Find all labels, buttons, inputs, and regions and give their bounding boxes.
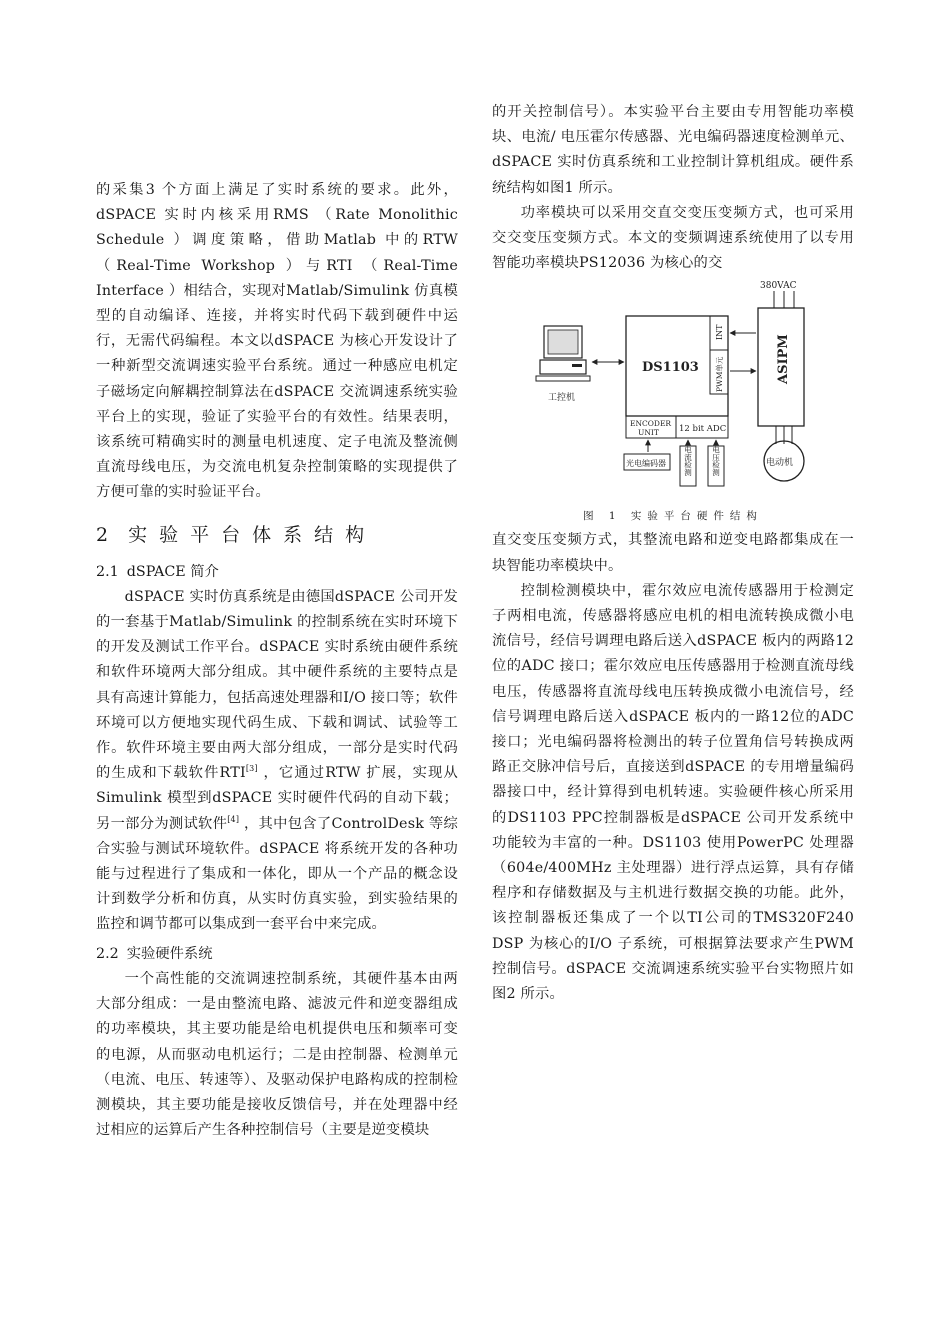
adc-label: 12 bit ADC — [679, 424, 727, 435]
computer-icon — [536, 326, 590, 381]
paragraph-text: ，其中包含了ControlDesk 等综合实验与测试环境软件。dSPACE 将系统开发的各种功能与过程进行了集成和一体化，即从一个产品的概念设计到数学分析和仿真，从实时仿真实验，到实验结果的监控和调节都可以集成到一套平台中来完成。 — [96, 815, 458, 933]
subsection-title: dSPACE 简介 — [126, 563, 219, 580]
asipm-label: ASIPM — [776, 334, 791, 385]
paragraph-text: ，它通过RTW 扩展，实现从Simulink 模型到dSPACE 实时硬件代码的自动下载；另一部分为测试软件 — [96, 765, 458, 832]
section-number: 2 — [96, 523, 109, 546]
subsection-title: 实验硬件系统 — [126, 945, 213, 962]
encoder-unit-label: ENCODER — [630, 419, 672, 429]
paragraph-hardware: 一个高性能的交流调速控制系统，其硬件基本由两大部分组成：一是由整流电路、滤波元件和逆变器组成的功率模块，其主要功能是给电机提供电压和频率可变的电源，从而驱动电机运行；二是由控制器、检测单元（电流、电压、转速等）、及驱动保护电路构成的控制检测模块，其主要功能是接收反馈信号，并在处理器中经过相应的运算后产生各种控制信号（主要是逆变模块 — [96, 970, 458, 1139]
subsection-number: 2.1 — [96, 563, 119, 580]
section-title: 实验平台体系结构 — [128, 523, 377, 546]
supply-label: 380VAC — [760, 281, 797, 292]
current-sensor-label: 电流检测 — [683, 446, 693, 477]
encoder-sensor-label: 光电编码器 — [626, 459, 666, 469]
figure-1-hardware-diagram — [492, 276, 854, 506]
figure-caption: 图 1 实验平台硬件结构 — [583, 510, 763, 523]
paragraph-intro-end: 的采集3 个方面上满足了实时系统的要求。此外，dSPACE 实时内核采用RMS （Rate Monolithic Schedule ）调度策略，借助Matlab 中的RTW （Real-Time Workshop ）与RTI （Real-Time Interface ）相结合，实现对Matlab/Simulink 仿真模型的自动编译、连接，并将实时代码下载到硬件中运行，无需代码编程。本文以dSPACE 为核心开发设计了一种新型交流调速实验平台系统。通过一种感应电机定子磁场定向解耦控制算法在dSPACE 交流调速系统实验平台上的实现，验证了实验平台的有效性。结果表明，该系统可精确实时的测量电机速度、定子电流及整流侧直流母线电压，为交流电机复杂控制策略的实现提供了方便可靠的实时验证平台。 — [96, 182, 458, 501]
paragraph-text: dSPACE 实时仿真系统是由德国dSPACE 公司开发的一套基于Matlab/Simulink 的控制系统在实时环境下的开发及测试工作平台。dSPACE 实时系统由硬件系统和软件环境两大部分组成。其中硬件系统的主要特点是具有高速计算能力，包括高速处理器和I/O 接口等；软件环境可以方便地实现代码生成、下载和调试、试验等工作。软件环境主要由两大部分组成，一部分是实时代码的生成和下载软件RTI — [96, 588, 458, 782]
motor-label: 电动机 — [766, 458, 794, 469]
subsection-heading-2-1 — [96, 560, 458, 585]
ds1103-label: DS1103 — [642, 360, 699, 376]
citation-3: [3] — [245, 764, 258, 774]
pwm-label: PWM单元 — [715, 356, 724, 393]
paragraph-hardware-cont: 的开关控制信号）。本实验平台主要由专用智能功率模块、电流/ 电压霍尔传感器、光电编码器速度检测单元、dSPACE 实时仿真系统和工业控制计算机组成。硬件系统结构如图1 所示。 — [492, 104, 854, 196]
int-label: INT — [715, 324, 724, 341]
citation-4: [4] — [227, 814, 240, 824]
paragraph-power-module: 功率模块可以采用交直交变压变频方式，也可采用交交变压变频方式。本文的变频调速系统使用了以专用智能功率模块PS12036 为核心的交 — [492, 204, 854, 272]
encoder-unit-label: UNIT — [638, 428, 659, 438]
paragraph-power-module-cont: 直交变压变频方式，其整流电路和逆变电路都集成在一块智能功率模块中。 — [492, 532, 854, 574]
voltage-sensor-label: 电压检测 — [711, 446, 721, 477]
paragraph-detection-module: 控制检测模块中，霍尔效应电流传感器用于检测定子两相电流，传感器将感应电机的相电流转换成微小电流信号，经信号调理电路后送入dSPACE 板内的两路12位的ADC 接口；霍尔效应电压传感器用于检测直流母线电压，传感器将直流母线电压转换成微小电流信号，经信号调理电路后送入dSPACE 板内的一路12位的ADC 接口；光电编码器将检测出的转子位置角信号转换成两路正交脉冲信号后，直接送到dSPACE 的专用增量编码器接口中，经计算得到电机转速。实验硬件核心所采用的DS1103 PPC控制器板是dSPACE 公司开发系统中功能较为丰富的一种。DS1103 使用PowerPC 处理器（604e/400MHz 主处理器）进行浮点运算，具有存储程序和存储数据及与主机进行数据交换的功能。此外，该控制器板还集成了一个以TI公司的TMS320F240 DSP 为核心的I/O 子系统，可根据算法要求产生PWM 控制信号。dSPACE 交流调速系统实验平台实物照片如图2 所示。 — [492, 582, 854, 1003]
hardware-block-diagram — [492, 276, 854, 506]
right-column — [492, 100, 854, 1007]
subsection-heading-2-2 — [96, 942, 458, 967]
subsection-number: 2.2 — [96, 945, 119, 962]
section-heading-2 — [96, 520, 458, 550]
paragraph-dspace-intro — [96, 585, 458, 938]
ipc-label: 工控机 — [548, 393, 576, 404]
left-column — [96, 178, 458, 1143]
